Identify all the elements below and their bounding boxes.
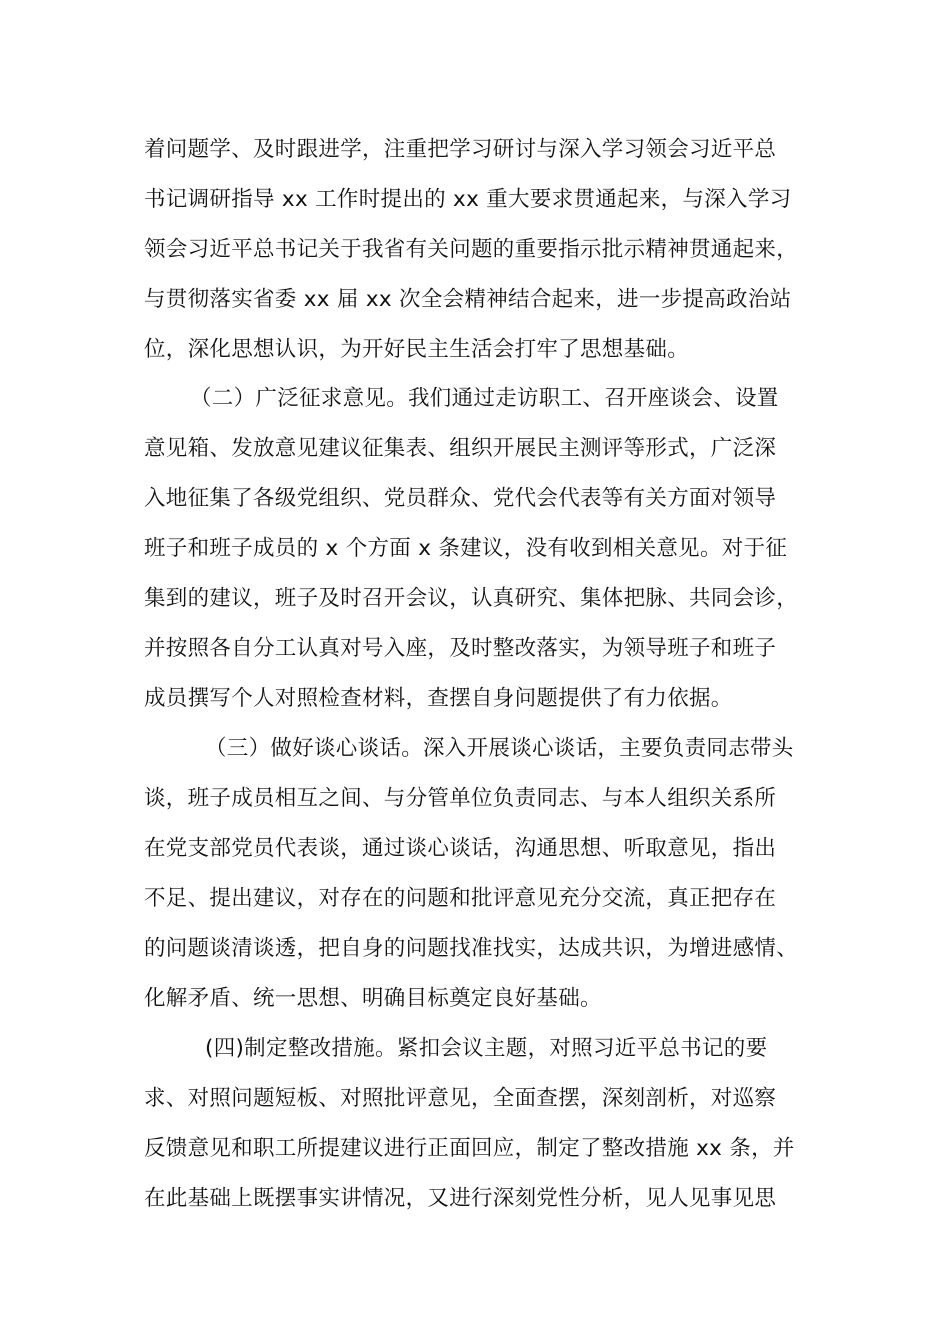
text-line: 位，深化思想认识，为开好民主生活会打牢了思想基础。 xyxy=(144,337,690,362)
paragraph-heading-4: (四)制定整改措施。紧扣会议主题，对照习近平总书记的要 xyxy=(205,1036,768,1061)
text-line: 在党支部党员代表谈，通过谈心谈话，沟通思想、听取意见，指出 xyxy=(144,836,777,861)
text-line: 化解矛盾、统一思想、明确目标奠定良好基础。 xyxy=(144,986,602,1011)
text-line: 反馈意见和职工所提建议进行正面回应，制定了整改措施 xx 条，并 xyxy=(144,1136,795,1161)
paragraph-heading-3: （三）做好谈心谈话。深入开展谈心谈话，主要负责同志带头 xyxy=(205,736,794,761)
text-line: 不足、提出建议，对存在的问题和批评意见充分交流，真正把存在 xyxy=(144,886,777,911)
text-line: 并按照各自分工认真对号入座，及时整改落实，为领导班子和班子 xyxy=(144,636,777,661)
text-line: 入地征集了各级党组织、党员群众、党代会代表等有关方面对领导 xyxy=(144,486,777,511)
text-line: 的问题谈清谈透，把自身的问题找准找实，达成共识，为增进感情、 xyxy=(144,936,799,961)
text-line: 在此基础上既摆事实讲情况，又进行深刻党性分析，见人见事见思 xyxy=(144,1186,777,1211)
text-line: 班子和班子成员的 x 个方面 x 条建议，没有收到相关意见。对于征 xyxy=(144,536,788,561)
text-line: 谈，班子成员相互之间、与分管单位负责同志、与本人组织关系所 xyxy=(144,786,777,811)
text-line: 领会习近平总书记关于我省有关问题的重要指示批示精神贯通起来， xyxy=(144,237,799,262)
text-line: 成员撰写个人对照检查材料，查摆自身问题提供了有力依据。 xyxy=(144,686,733,711)
paragraph-heading-2: （二）广泛征求意见。我们通过走访职工、召开座谈会、设置 xyxy=(190,386,779,411)
text-line: 集到的建议，班子及时召开会议，认真研究、集体把脉、共同会诊， xyxy=(144,586,799,611)
text-line: 求、对照问题短板、对照批评意见，全面查摆，深刻剖析，对巡察 xyxy=(144,1086,777,1111)
text-line: 着问题学、及时跟进学，注重把学习研讨与深入学习领会习近平总 xyxy=(144,137,777,162)
text-line: 与贯彻落实省委 xx 届 xx 次全会精神结合起来，进一步提高政治站 xyxy=(144,287,792,312)
text-line: 意见箱、发放意见建议征集表、组织开展民主测评等形式，广泛深 xyxy=(144,436,777,461)
text-line: 书记调研指导 xx 工作时提出的 xx 重大要求贯通起来，与深入学习 xyxy=(144,187,792,212)
